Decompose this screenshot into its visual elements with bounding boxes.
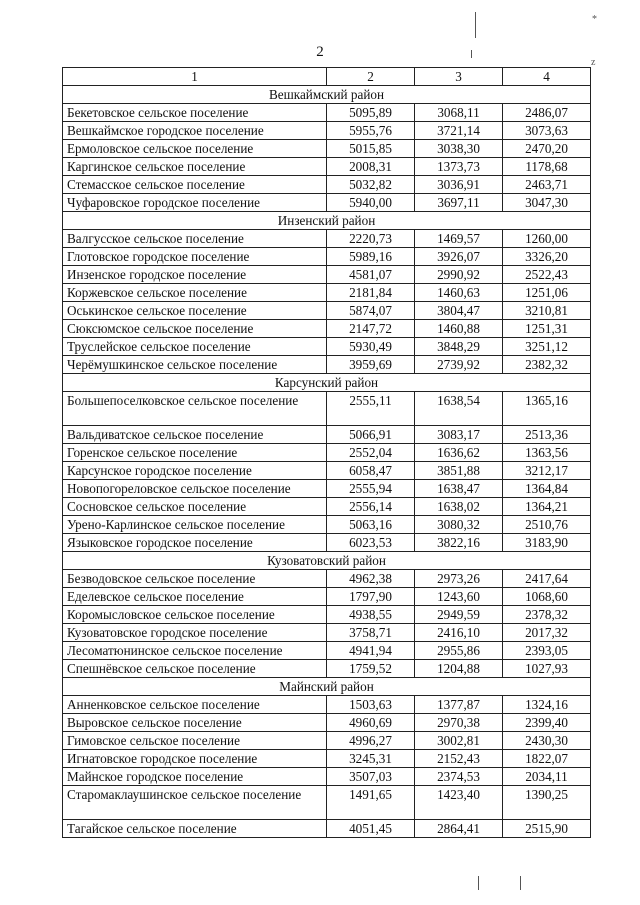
value-col-2: 2556,14 bbox=[327, 498, 415, 516]
settlement-name: Анненковское сельское поселение bbox=[63, 696, 327, 714]
value-col-4: 1364,84 bbox=[503, 480, 591, 498]
district-row bbox=[63, 86, 591, 104]
table-row bbox=[63, 768, 591, 786]
settlement-name: Стемасское сельское поселение bbox=[63, 176, 327, 194]
value-col-3: 3926,07 bbox=[415, 248, 503, 266]
table-row bbox=[63, 302, 591, 320]
value-col-4: 1068,60 bbox=[503, 588, 591, 606]
district-row bbox=[63, 212, 591, 230]
table-row bbox=[63, 516, 591, 534]
value-col-4: 1178,68 bbox=[503, 158, 591, 176]
table-row bbox=[63, 176, 591, 194]
value-col-4: 2399,40 bbox=[503, 714, 591, 732]
settlement-name: Каргинское сельское поселение bbox=[63, 158, 327, 176]
table-row bbox=[63, 606, 591, 624]
district-heading: Кузоватовский район bbox=[63, 552, 591, 570]
table-row bbox=[63, 696, 591, 714]
district-heading: Майнский район bbox=[63, 678, 591, 696]
settlement-name: Глотовское городское поселение bbox=[63, 248, 327, 266]
corner-mark: z bbox=[591, 57, 596, 68]
value-col-3: 3036,91 bbox=[415, 176, 503, 194]
value-col-3: 1460,88 bbox=[415, 320, 503, 338]
settlement-name: Сюксюмское сельское поселение bbox=[63, 320, 327, 338]
value-col-2: 2552,04 bbox=[327, 444, 415, 462]
value-col-2: 6023,53 bbox=[327, 534, 415, 552]
value-col-4: 3326,20 bbox=[503, 248, 591, 266]
value-col-4: 2470,20 bbox=[503, 140, 591, 158]
district-row bbox=[63, 678, 591, 696]
value-col-4: 2393,05 bbox=[503, 642, 591, 660]
value-col-2: 4938,55 bbox=[327, 606, 415, 624]
table-row bbox=[63, 248, 591, 266]
settlement-name: Тагайское сельское поселение bbox=[63, 820, 327, 838]
value-col-4: 2417,64 bbox=[503, 570, 591, 588]
value-col-2: 5015,85 bbox=[327, 140, 415, 158]
value-col-4: 3073,63 bbox=[503, 122, 591, 140]
value-col-3: 3002,81 bbox=[415, 732, 503, 750]
table-row bbox=[63, 356, 591, 374]
corner-mark: * bbox=[592, 14, 597, 25]
value-col-4: 1251,06 bbox=[503, 284, 591, 302]
settlement-name: Гимовское сельское поселение bbox=[63, 732, 327, 750]
column-header: 3 bbox=[415, 68, 503, 86]
value-col-2: 5066,91 bbox=[327, 426, 415, 444]
column-header: 1 bbox=[63, 68, 327, 86]
table-row bbox=[63, 732, 591, 750]
value-col-4: 3047,30 bbox=[503, 194, 591, 212]
value-col-3: 1377,87 bbox=[415, 696, 503, 714]
value-col-2: 1491,65 bbox=[327, 786, 415, 820]
table-row bbox=[63, 392, 591, 426]
settlement-name: Труслейское сельское поселение bbox=[63, 338, 327, 356]
value-col-4: 1822,07 bbox=[503, 750, 591, 768]
settlement-name: Майнское городское поселение bbox=[63, 768, 327, 786]
value-col-4: 1260,00 bbox=[503, 230, 591, 248]
column-header-row bbox=[63, 68, 591, 86]
value-col-2: 5940,00 bbox=[327, 194, 415, 212]
table-row bbox=[63, 588, 591, 606]
scan-mark bbox=[475, 12, 476, 38]
value-col-2: 3959,69 bbox=[327, 356, 415, 374]
value-col-2: 4996,27 bbox=[327, 732, 415, 750]
value-col-3: 1373,73 bbox=[415, 158, 503, 176]
table-row bbox=[63, 266, 591, 284]
column-header: 2 bbox=[327, 68, 415, 86]
settlement-name: Горенское сельское поселение bbox=[63, 444, 327, 462]
value-col-2: 5930,49 bbox=[327, 338, 415, 356]
table-row bbox=[63, 534, 591, 552]
table-row bbox=[63, 570, 591, 588]
table-row bbox=[63, 820, 591, 838]
value-col-3: 2955,86 bbox=[415, 642, 503, 660]
value-col-3: 1460,63 bbox=[415, 284, 503, 302]
settlement-name: Ермоловское сельское поселение bbox=[63, 140, 327, 158]
district-row bbox=[63, 374, 591, 392]
settlement-name: Карсунское городское поселение bbox=[63, 462, 327, 480]
page-number: 2 bbox=[316, 44, 324, 60]
value-col-3: 1638,54 bbox=[415, 392, 503, 426]
settlement-name: Старомаклаушинское сельское поселение bbox=[63, 786, 327, 820]
table-row bbox=[63, 660, 591, 678]
value-col-4: 1364,21 bbox=[503, 498, 591, 516]
value-col-2: 4581,07 bbox=[327, 266, 415, 284]
settlement-name: Вальдиватское сельское поселение bbox=[63, 426, 327, 444]
value-col-3: 3697,11 bbox=[415, 194, 503, 212]
value-col-3: 3080,32 bbox=[415, 516, 503, 534]
scan-mark bbox=[520, 876, 521, 890]
settlement-name: Чуфаровское городское поселение bbox=[63, 194, 327, 212]
value-col-4: 3251,12 bbox=[503, 338, 591, 356]
value-col-2: 4941,94 bbox=[327, 642, 415, 660]
value-col-2: 4051,45 bbox=[327, 820, 415, 838]
settlement-name: Лесоматюнинское сельское поселение bbox=[63, 642, 327, 660]
value-col-4: 2515,90 bbox=[503, 820, 591, 838]
value-col-2: 2181,84 bbox=[327, 284, 415, 302]
value-col-2: 2555,11 bbox=[327, 392, 415, 426]
value-col-2: 5095,89 bbox=[327, 104, 415, 122]
value-col-3: 3848,29 bbox=[415, 338, 503, 356]
value-col-4: 1027,93 bbox=[503, 660, 591, 678]
settlement-name: Большепоселковское сельское поселение bbox=[63, 392, 327, 426]
value-col-2: 1503,63 bbox=[327, 696, 415, 714]
settlement-name: Игнатовское городское поселение bbox=[63, 750, 327, 768]
value-col-4: 3212,17 bbox=[503, 462, 591, 480]
settlement-name: Выровское сельское поселение bbox=[63, 714, 327, 732]
value-col-2: 3758,71 bbox=[327, 624, 415, 642]
column-header: 4 bbox=[503, 68, 591, 86]
settlement-name: Бекетовское сельское поселение bbox=[63, 104, 327, 122]
value-col-3: 2374,53 bbox=[415, 768, 503, 786]
settlement-name: Вешкаймское городское поселение bbox=[63, 122, 327, 140]
table-row bbox=[63, 462, 591, 480]
value-col-3: 2973,26 bbox=[415, 570, 503, 588]
value-col-3: 3038,30 bbox=[415, 140, 503, 158]
value-col-3: 1243,60 bbox=[415, 588, 503, 606]
value-col-2: 2008,31 bbox=[327, 158, 415, 176]
value-col-4: 2034,11 bbox=[503, 768, 591, 786]
settlement-name: Черёмушкинское сельское поселение bbox=[63, 356, 327, 374]
table-row bbox=[63, 140, 591, 158]
value-col-2: 2147,72 bbox=[327, 320, 415, 338]
value-col-3: 3721,14 bbox=[415, 122, 503, 140]
value-col-3: 2970,38 bbox=[415, 714, 503, 732]
value-col-3: 1638,47 bbox=[415, 480, 503, 498]
value-col-3: 2949,59 bbox=[415, 606, 503, 624]
value-col-4: 2378,32 bbox=[503, 606, 591, 624]
settlement-name: Языковское городское поселение bbox=[63, 534, 327, 552]
settlement-name: Урено-Карлинское сельское поселение bbox=[63, 516, 327, 534]
settlement-name: Еделевское сельское поселение bbox=[63, 588, 327, 606]
settlement-name: Новопогореловское сельское поселение bbox=[63, 480, 327, 498]
value-col-2: 4960,69 bbox=[327, 714, 415, 732]
value-col-3: 2152,43 bbox=[415, 750, 503, 768]
value-col-3: 1469,57 bbox=[415, 230, 503, 248]
table-row bbox=[63, 338, 591, 356]
table-row bbox=[63, 750, 591, 768]
table-row bbox=[63, 642, 591, 660]
value-col-2: 2555,94 bbox=[327, 480, 415, 498]
table-row bbox=[63, 284, 591, 302]
table-row bbox=[63, 104, 591, 122]
value-col-4: 2430,30 bbox=[503, 732, 591, 750]
value-col-2: 5955,76 bbox=[327, 122, 415, 140]
district-heading: Карсунский район bbox=[63, 374, 591, 392]
value-col-4: 1251,31 bbox=[503, 320, 591, 338]
settlement-name: Коржевское сельское поселение bbox=[63, 284, 327, 302]
value-col-4: 2463,71 bbox=[503, 176, 591, 194]
value-col-3: 1423,40 bbox=[415, 786, 503, 820]
value-col-3: 1636,62 bbox=[415, 444, 503, 462]
settlement-name: Коромысловское сельское поселение bbox=[63, 606, 327, 624]
value-col-3: 3822,16 bbox=[415, 534, 503, 552]
value-col-4: 2522,43 bbox=[503, 266, 591, 284]
value-col-4: 2510,76 bbox=[503, 516, 591, 534]
value-col-2: 2220,73 bbox=[327, 230, 415, 248]
table-row bbox=[63, 320, 591, 338]
value-col-3: 2739,92 bbox=[415, 356, 503, 374]
table-row bbox=[63, 444, 591, 462]
district-heading: Инзенский район bbox=[63, 212, 591, 230]
table-row bbox=[63, 158, 591, 176]
value-col-4: 2513,36 bbox=[503, 426, 591, 444]
value-col-3: 2416,10 bbox=[415, 624, 503, 642]
value-col-4: 1390,25 bbox=[503, 786, 591, 820]
value-col-2: 4962,38 bbox=[327, 570, 415, 588]
value-col-2: 5874,07 bbox=[327, 302, 415, 320]
scan-mark bbox=[471, 50, 472, 58]
table-row bbox=[63, 426, 591, 444]
settlement-name: Инзенское городское поселение bbox=[63, 266, 327, 284]
value-col-4: 3183,90 bbox=[503, 534, 591, 552]
table-row bbox=[63, 194, 591, 212]
value-col-4: 1324,16 bbox=[503, 696, 591, 714]
settlement-name: Спешнёвское сельское поселение bbox=[63, 660, 327, 678]
value-col-2: 5989,16 bbox=[327, 248, 415, 266]
value-col-4: 2486,07 bbox=[503, 104, 591, 122]
value-col-3: 1638,02 bbox=[415, 498, 503, 516]
district-row bbox=[63, 552, 591, 570]
settlement-name: Безводовское сельское поселение bbox=[63, 570, 327, 588]
value-col-3: 3851,88 bbox=[415, 462, 503, 480]
value-col-3: 3083,17 bbox=[415, 426, 503, 444]
value-col-4: 3210,81 bbox=[503, 302, 591, 320]
table-row bbox=[63, 480, 591, 498]
value-col-3: 3068,11 bbox=[415, 104, 503, 122]
value-col-2: 3245,31 bbox=[327, 750, 415, 768]
value-col-3: 3804,47 bbox=[415, 302, 503, 320]
value-col-3: 2990,92 bbox=[415, 266, 503, 284]
district-heading: Вешкаймский район bbox=[63, 86, 591, 104]
settlement-name: Кузоватовское городское поселение bbox=[63, 624, 327, 642]
value-col-4: 2382,32 bbox=[503, 356, 591, 374]
table-row bbox=[63, 714, 591, 732]
value-col-4: 1365,16 bbox=[503, 392, 591, 426]
table-row bbox=[63, 122, 591, 140]
value-col-4: 1363,56 bbox=[503, 444, 591, 462]
settlement-name: Оськинское сельское поселение bbox=[63, 302, 327, 320]
value-col-2: 1797,90 bbox=[327, 588, 415, 606]
table-body bbox=[63, 86, 591, 838]
value-col-4: 2017,32 bbox=[503, 624, 591, 642]
settlement-name: Валгусское сельское поселение bbox=[63, 230, 327, 248]
table-row bbox=[63, 498, 591, 516]
value-col-3: 1204,88 bbox=[415, 660, 503, 678]
value-col-2: 5063,16 bbox=[327, 516, 415, 534]
value-col-2: 3507,03 bbox=[327, 768, 415, 786]
scan-mark bbox=[478, 876, 479, 890]
value-col-2: 6058,47 bbox=[327, 462, 415, 480]
table-row bbox=[63, 786, 591, 820]
value-col-2: 5032,82 bbox=[327, 176, 415, 194]
settlements-table bbox=[62, 67, 591, 838]
settlement-name: Сосновское сельское поселение bbox=[63, 498, 327, 516]
value-col-3: 2864,41 bbox=[415, 820, 503, 838]
table-row bbox=[63, 230, 591, 248]
table-row bbox=[63, 624, 591, 642]
value-col-2: 1759,52 bbox=[327, 660, 415, 678]
